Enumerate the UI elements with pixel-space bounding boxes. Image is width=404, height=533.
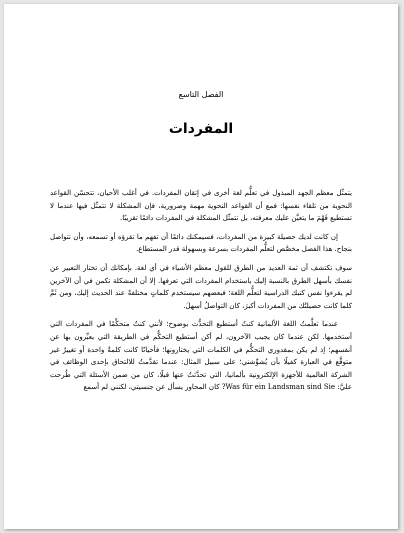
page-content — [50, 4, 352, 529]
paragraph-2: إن كانت لديك حصيلة كبيرة من المفردات، فسيمكنك دائمًا أن تفهم ما تقرؤه أو تسمعه، وأن تتواصل بنجاح. هذا الفصل مخصَّص لتعلُّم المفردات بسرعة وبسهولة قدر المستطاع. — [50, 232, 352, 254]
paragraph-4: عندما تعلَّمتُ اللغة الألمانية كنتُ أستطيع التحدُّث بوضوح؛ لأنني كنتُ متحكِّمًا في المفردات التي أستخدمها. لكن عندما كان يجيب الآخرون، لم أكن أستطيع التحكُّم في الطريقة التي يعبِّرون بها عن أنفسهم؛ إذ لم يكن بمقدوري التحكُّم في الكلمات التي يختارونها؛ فأحيانًا كانت كلمةٌ واحدة أو تغييرٌ غير متوقَّع في العبارة كفيلًا بأن يُشوِّشني؛ على سبيل المثال: عندما تقدَّمتُ للالتحاق بإحدى الوظائف في الشركة العالمية للأجهزة الإلكترونية بألمانيا، التي تحدَّثتُ عنها قبلًا، كان من ضمن الأسئلة التي طُرحت عليَّ: Was für ein Landsman sind Sie? كان المحاور يسأل عن جنسيتي، لكنني لم أسمع — [50, 320, 352, 392]
paragraph-1: يتمثّل معظم الجهد المبذول في تعلُّم لغة أخرى في إتقان المفردات. في أغلب الأحيان، تتحسّن القواعد النحوية من تلقاء نفسها: فمع أن القواعد النحوية مهمة وضرورية، فإن المشكلة لا تتمثّل فيها عندما لا تستطيع فَهْمَ ما يتعيَّن عليك معرفته، بل تتمثّل المشكلة في المفردات دائمًا تقريبًا. — [50, 189, 352, 223]
body-text — [50, 187, 352, 400]
chapter-title: المفردات — [168, 121, 234, 137]
paragraph-3: سوف تكتشف أن ثمة العديد من الطرق للقول معظم الأشياء في أي لغة. بإمكانك أن تختار التعبير عن نفسك بأسهل الطرق بالنسبة إليك باستخدام المفردات التي تعرفها. إلا أن المشكلة تكمن في أن الآخرين لم يقرءوا نفس كتبك الدراسية لتعلُّم اللغة؛ فبعضهم سيستخدم كلماتٍ مختلفةً عند الحديث إليك، ومن ثَمَّ كلما كانت حصيلتُك من المفردات أكبرَ، كان التواصلُ أسهلَ. — [50, 263, 352, 310]
chapter-label: الفصل التاسع — [178, 90, 224, 99]
document-page — [4, 4, 398, 529]
